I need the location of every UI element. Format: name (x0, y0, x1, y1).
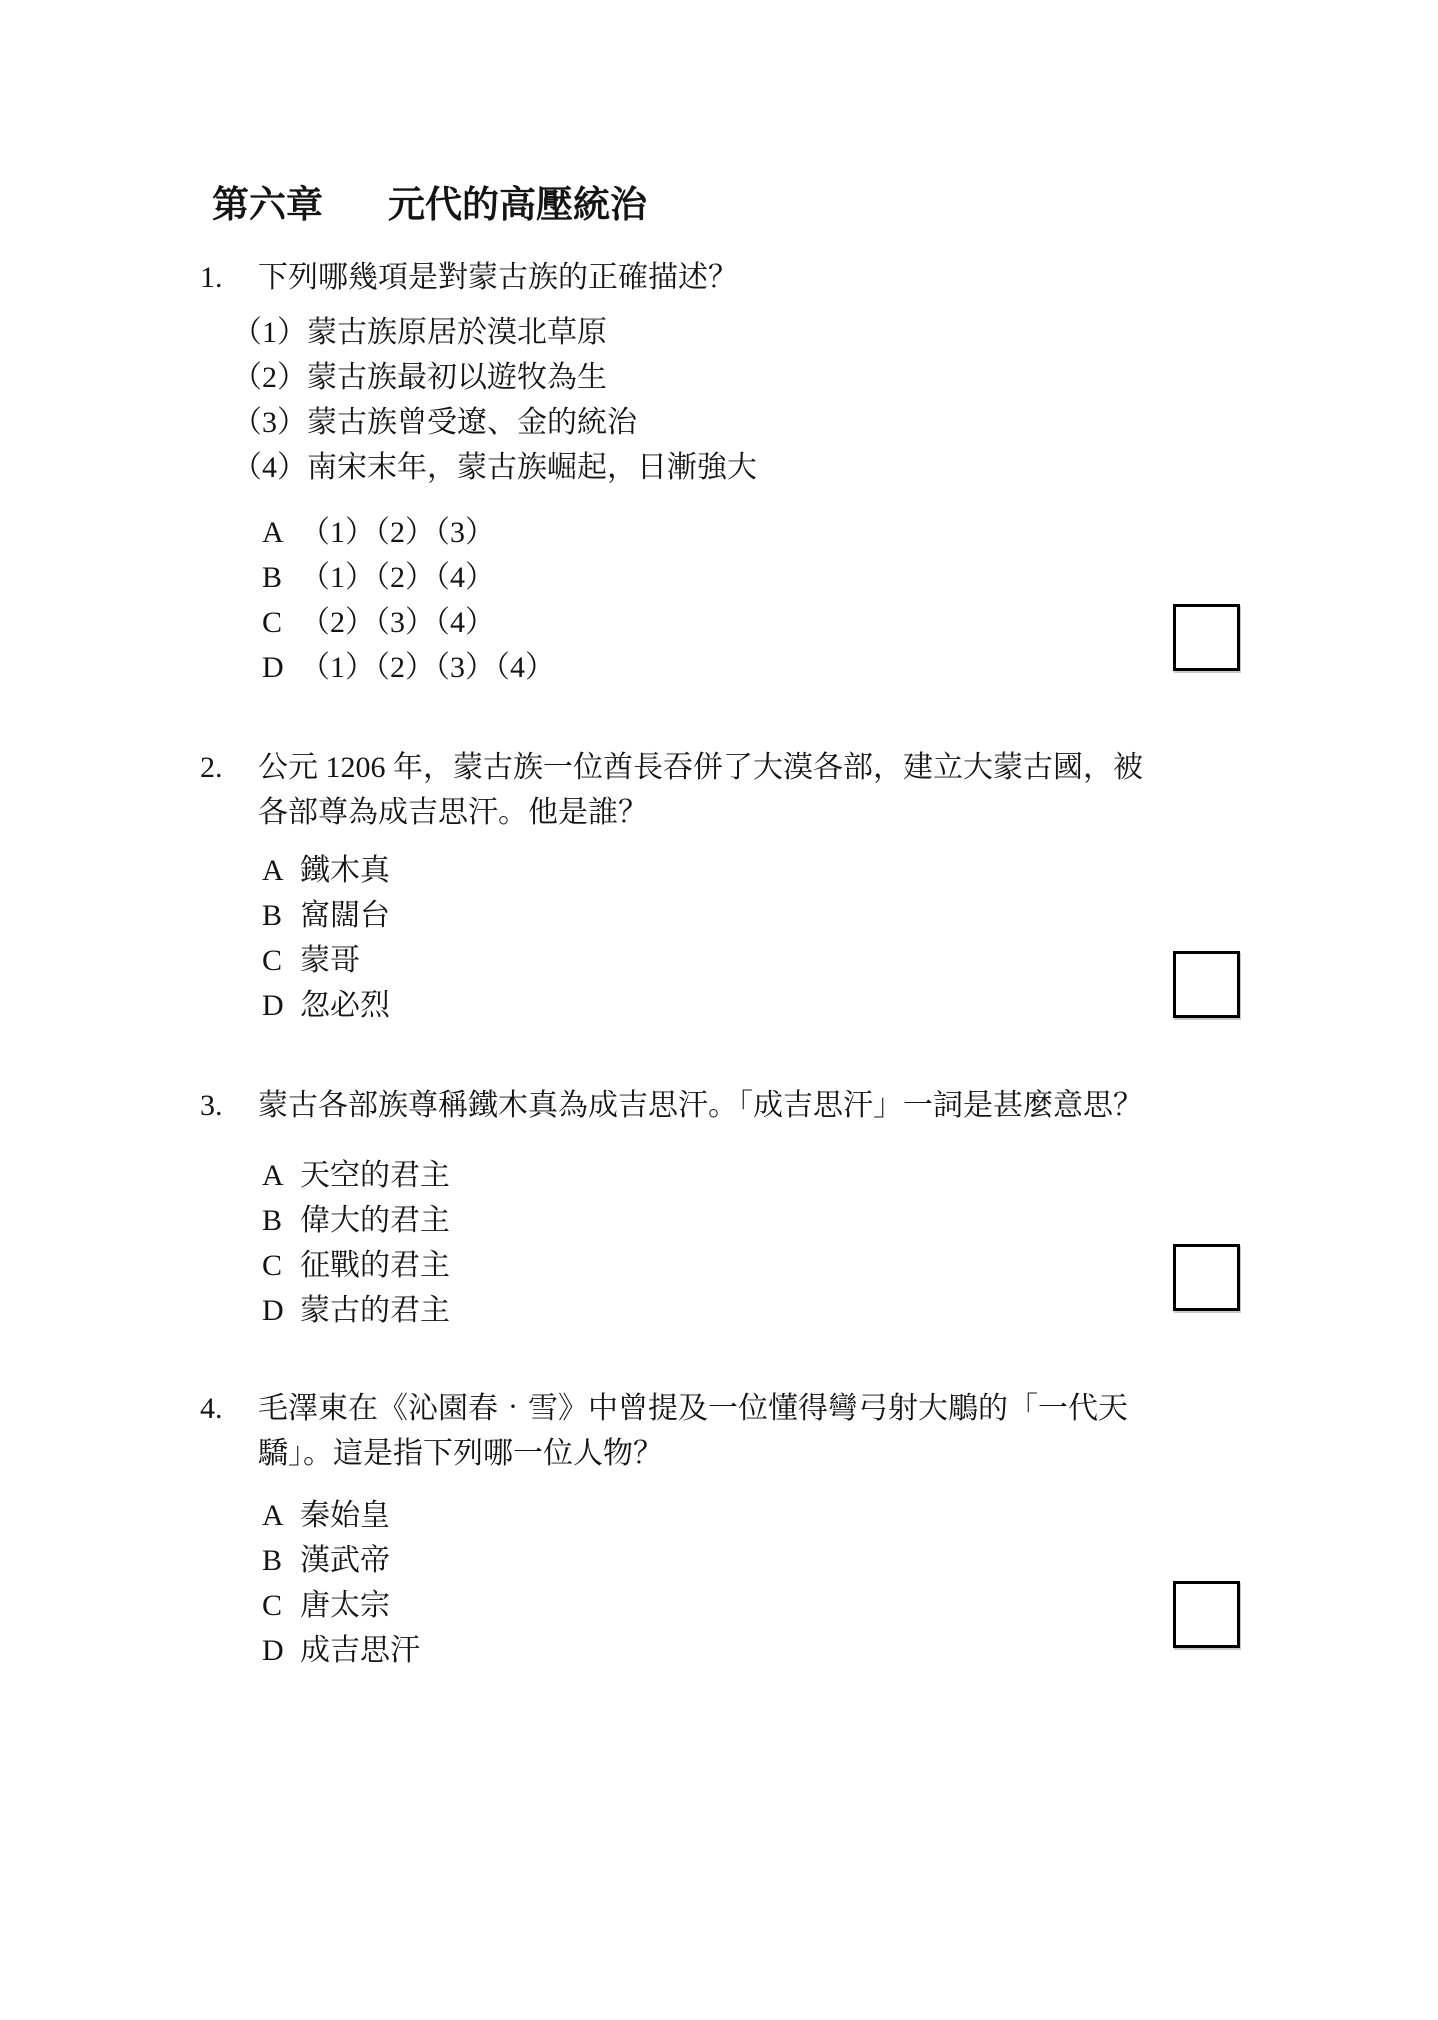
question-text (258, 1083, 1143, 1128)
option-row (258, 848, 1143, 893)
question-body (232, 255, 757, 690)
option-row (258, 510, 757, 555)
option-row (258, 1198, 1143, 1243)
option-row (258, 1493, 1128, 1538)
question-text (258, 1386, 1128, 1476)
option-letter: A (262, 854, 284, 887)
option-text: 成吉思汗 (300, 1634, 420, 1667)
option-text: 唐太宗 (300, 1589, 390, 1622)
option-text: （1）（2）（4） (300, 561, 495, 594)
option-row (258, 1538, 1128, 1583)
question-number: 4. (200, 1392, 223, 1425)
option-text: 天空的君主 (300, 1159, 450, 1192)
option-text: 偉大的君主 (300, 1204, 450, 1237)
option-letter: B (262, 899, 283, 932)
question-text (258, 255, 757, 300)
question-text-line: 蒙古各部族尊稱鐵木真為成吉思汗。「成吉思汗」一詞是甚麼意思？ (258, 1089, 1143, 1122)
answer-box[interactable] (1173, 604, 1240, 671)
option-row (258, 938, 1143, 983)
question-body (258, 1386, 1128, 1673)
option-list (258, 510, 757, 690)
question-subitem: （3）蒙古族曾受遼、金的統治 (232, 406, 637, 439)
option-list (258, 1153, 1143, 1333)
question-text-line: 各部尊為成吉思汗。他是誰？ (258, 796, 648, 829)
option-row (258, 600, 757, 645)
option-text: 漢武帝 (300, 1544, 390, 1577)
question-text-line: 下列哪幾項是對蒙古族的正確描述？ (258, 261, 738, 294)
chapter-heading (212, 183, 647, 228)
option-row (258, 555, 757, 600)
option-text: 窩闊台 (300, 899, 390, 932)
question-number: 3. (200, 1089, 223, 1122)
question-text (258, 745, 1143, 835)
question-text-line: 驕」。這是指下列哪一位人物？ (258, 1437, 663, 1470)
question-text-line: 毛澤東在《沁園春‧雪》中曾提及一位懂得彎弓射大鵰的「一代天 (258, 1392, 1128, 1425)
option-letter: A (262, 516, 284, 549)
question-subitem: （2）蒙古族最初以遊牧為生 (232, 361, 607, 394)
option-text: 忽必烈 (300, 989, 390, 1022)
option-row (258, 1153, 1143, 1198)
option-row (258, 893, 1143, 938)
answer-box[interactable] (1173, 1244, 1240, 1311)
option-letter: B (262, 1204, 283, 1237)
option-text: （2）（3）（4） (300, 606, 495, 639)
option-list (258, 1493, 1128, 1673)
option-row (258, 1628, 1128, 1673)
option-list (258, 848, 1143, 1028)
option-letter: A (262, 1159, 284, 1192)
option-text: 征戰的君主 (300, 1249, 450, 1282)
option-letter: C (262, 944, 283, 977)
question-body (258, 745, 1143, 1028)
answer-box[interactable] (1173, 951, 1240, 1018)
question-body (258, 1083, 1143, 1333)
option-row (258, 1288, 1143, 1333)
question-number: 2. (200, 751, 223, 784)
option-letter: D (262, 1634, 284, 1667)
question-number: 1. (200, 261, 223, 294)
option-row (258, 645, 757, 690)
option-letter: A (262, 1499, 284, 1532)
option-text: 蒙哥 (300, 944, 360, 977)
option-letter: C (262, 1249, 283, 1282)
option-text: 鐵木真 (300, 854, 390, 887)
option-text: （1）（2）（3） (300, 516, 495, 549)
question-subitem: （1）蒙古族原居於漠北草原 (232, 316, 607, 349)
option-row (258, 1583, 1128, 1628)
option-letter: D (262, 651, 284, 684)
option-letter: B (262, 561, 283, 594)
question-text-line: 公元 1206 年，蒙古族一位酋長吞併了大漠各部，建立大蒙古國，被 (258, 751, 1143, 784)
option-text: 秦始皇 (300, 1499, 390, 1532)
option-text: 蒙古的君主 (300, 1294, 450, 1327)
option-letter: B (262, 1544, 283, 1577)
option-letter: C (262, 606, 283, 639)
question-subitems (232, 310, 757, 490)
chapter-title: 元代的高壓統治 (388, 185, 647, 226)
option-row (258, 983, 1143, 1028)
option-letter: D (262, 989, 284, 1022)
option-text: （1）（2）（3）（4） (300, 651, 555, 684)
question-subitem: （4）南宋末年，蒙古族崛起，日漸強大 (232, 451, 757, 484)
answer-box[interactable] (1173, 1581, 1240, 1648)
option-letter: C (262, 1589, 283, 1622)
option-letter: D (262, 1294, 284, 1327)
chapter-label: 第六章 (212, 185, 323, 226)
option-row (258, 1243, 1143, 1288)
